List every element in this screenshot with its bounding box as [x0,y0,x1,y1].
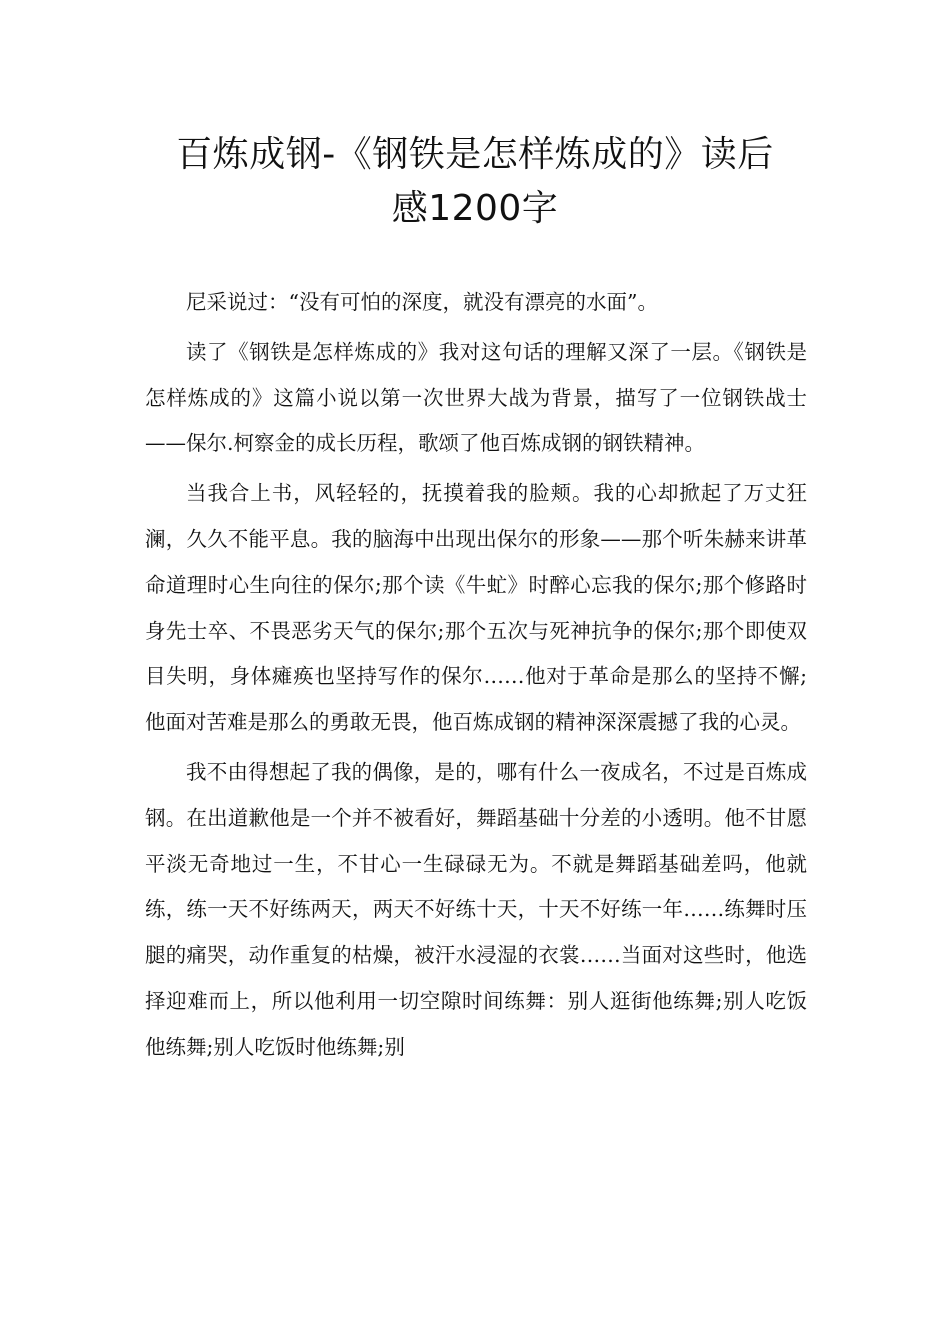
document-body [145,280,807,1075]
title-line-2: 感1200字 [391,188,559,229]
paragraph-quote: 尼采说过：“没有可怕的深度，就没有漂亮的水面”。 [186,290,658,314]
document-title [120,128,830,236]
paragraph-idol: 我不由得想起了我的偶像，是的，哪有什么一夜成名，不过是百炼成钢。在出道歉他是一个并不被看好，舞蹈基础十分差的小透明。他不甘愿平淡无奇地过一生，不甘心一生碌碌无为。不就是舞蹈基础差吗，他就练，练一天不好练两天，两天不好练十天，十天不好练一年……练舞时压腿的痛哭，动作重复的枯燥，被汗水浸湿的衣裳……当面对这些时，他选择迎难而上，所以他利用一切空隙时间练舞：别人逛街他练舞;别人吃饭他练舞;别人吃饭时他练舞;别 [145,759,807,1059]
paragraph-intro: 读了《钢铁是怎样炼成的》我对这句话的理解又深了一层。《钢铁是怎样炼成的》这篇小说以第一次世界大战为背景，描写了一位钢铁战士——保尔.柯察金的成长历程，歌颂了他百炼成钢的钢铁精神。 [145,339,807,456]
title-line-1: 百炼成钢-《钢铁是怎样炼成的》读后 [176,134,774,175]
paragraph-reflection: 当我合上书，风轻轻的，抚摸着我的脸颊。我的心却掀起了万丈狂澜，久久不能平息。我的脑海中出现出保尔的形象——那个听朱赫来讲革命道理时心生向往的保尔;那个读《牛虻》时醉心忘我的保尔;那个修路时身先士卒、不畏恶劣天气的保尔;那个五次与死神抗争的保尔;那个即使双目失明，身体瘫痪也坚持写作的保尔……他对于革命是那么的坚持不懈;他面对苦难是那么的勇敢无畏，他百炼成钢的精神深深震撼了我的心灵。 [145,481,807,735]
